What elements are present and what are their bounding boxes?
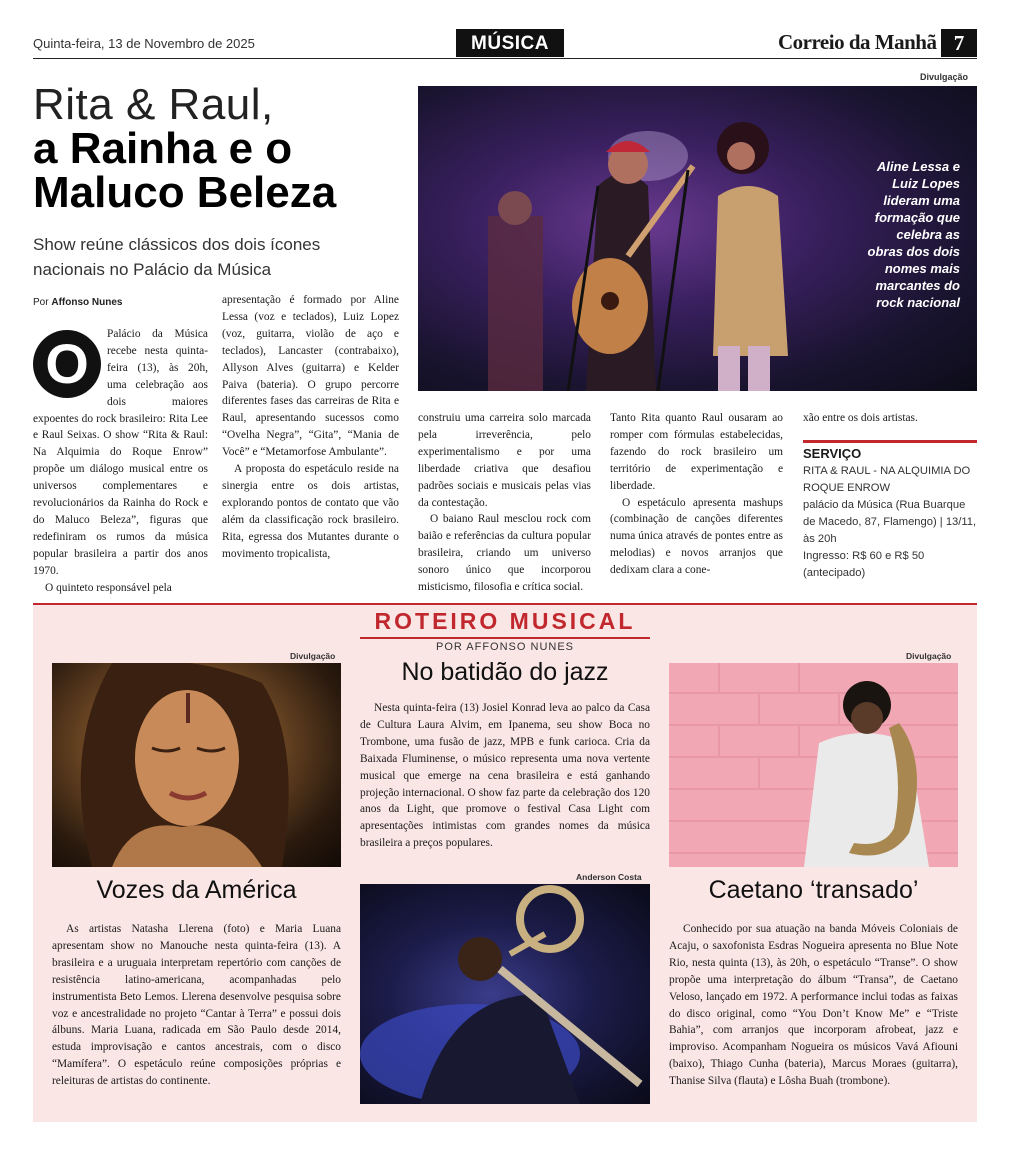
article-paragraph: apresentação é formado por Aline Lessa (voz e teclados), Luiz Lopez (voz, guitarra, violão de aço e teclados), Lancaster (contrabaixo), Allyson Alves (guitarra) e Kelder Paiva (bateria). O grupo percorre diferentes fases das carreiras de Rita e Raul, apresentando sucessos como “Ovelha Negra”, “Gita”, “Mania de Você” e “Metamorfose Ambulante”. bbox=[222, 294, 399, 459]
photo-credit: Divulgação bbox=[290, 651, 336, 661]
servico-details: palácio da Música (Rua Buarque de Macedo, 87, Flamengo) | 13/11, às 20h bbox=[803, 499, 977, 545]
servico-event: RITA & RAUL - NA ALQUIMIA DO ROQUE ENROW bbox=[803, 465, 971, 494]
photo-credit: Divulgação bbox=[906, 651, 952, 661]
photo-credit: Anderson Costa bbox=[576, 872, 642, 882]
article-column-1 bbox=[33, 326, 208, 597]
page-date: Quinta-feira, 13 de Novembro de 2025 bbox=[33, 36, 255, 51]
roteiro-left-title: Vozes da América bbox=[96, 876, 297, 904]
photo-caption: Aline Lessa e Luiz Lopes lideram uma formação que celebra as obras dos dois nomes mais marcantes do rock nacional bbox=[867, 159, 960, 310]
article-column-4 bbox=[610, 410, 783, 579]
page-number: 7 bbox=[941, 29, 977, 57]
article-paragraph: Nesta quinta-feira (13) Josiel Konrad leva ao palco da Casa de Cultura Laura Alvim, em Ipanema, seu show Boca no Trombone, uma fusão de jazz, MPB e funk carioca. Cria da Baixada Fluminense, o músico representa uma nova vertente musical que emerge na cena brasileira e está ganhando projeção internacional. O show faz parte da celebração dos 120 anos da Light, que promove o festival Casa Light com apresentações intimistas com grandes nomes da música brasileira a preços populares. bbox=[360, 702, 650, 850]
article-column-3 bbox=[418, 410, 591, 596]
article-column-5 bbox=[803, 410, 977, 427]
saxophonist-photo-art bbox=[669, 663, 958, 867]
roteiro-right-body bbox=[669, 921, 958, 1090]
servico-title: SERVIÇO bbox=[803, 446, 862, 461]
singer-portrait-art bbox=[52, 663, 341, 867]
servico-body bbox=[803, 463, 977, 582]
servico-price: Ingresso: R$ 60 e R$ 50 (antecipado) bbox=[803, 550, 925, 579]
trombonist-photo-art bbox=[360, 884, 650, 1104]
article-paragraph: Conhecido por sua atuação na banda Móveis Coloniais de Acaju, o saxofonista Esdras Nogueira apresenta no Blue Note Rio, nesta quinta (13), às 20h, o espetáculo “Transe”. O show propõe uma interpretação do álbum “Transa”, de Caetano Veloso, lançado em 1972. A performance inclui todas as faixas do disco original, como “You Don’t Know Me” e “Triste Bahia”, com arranjos que incorporam afrobeat, jazz e improviso. Acompanham Nogueira os músicos Vavá Afiouni (baixo), Thiago Cunha (bateria), Marcus Moraes (guitarra), Thanise Silva (flauta) e Lôsha Buah (trombone). bbox=[669, 923, 958, 1088]
roteiro-middle-title: No batidão do jazz bbox=[401, 658, 609, 686]
saxophonist-photo bbox=[669, 663, 958, 867]
roteiro-title: ROTEIRO MUSICAL bbox=[374, 608, 636, 634]
byline-prefix: Por bbox=[33, 297, 49, 308]
article-paragraph: O baiano Raul mesclou rock com baião e referências da cultura popular brasileira, criando um universo sonoro único que incorporou misticismo, filosofia e crítica social. bbox=[418, 513, 591, 594]
roteiro-left-body bbox=[52, 921, 341, 1090]
byline bbox=[33, 297, 122, 308]
article-paragraph: construiu uma carreira solo marcada pela irreverência, pelo experimentalismo e por uma liberdade criativa que desafiou padrões sociais e musicais pelas vias da contestação. bbox=[418, 412, 591, 509]
section-label: MÚSICA bbox=[456, 29, 564, 57]
article-paragraph: Tanto Rita quanto Raul ousaram ao romper com fórmulas estabelecidas, fazendo do rock brasileiro um território de experimentação e liberdade. bbox=[610, 412, 783, 492]
article-column-2 bbox=[222, 292, 399, 563]
roteiro-rule bbox=[360, 637, 650, 639]
servico-rule bbox=[803, 440, 977, 443]
trombonist-photo bbox=[360, 884, 650, 1104]
article-paragraph: Palácio da Música recebe nesta quinta-feira (13), às 20h, uma celebração aos dois maiores expoentes do rock brasileiro: Rita Lee e Raul Seixas. O show “Rita & Raul: Na Alquimia do Roque Enrow” propõe um diálogo musical entre os universos complementares e revolucionários da Rainha do Rock e do Maluco Beleza”, figuras que redefiniram os rumos da música popular brasileira a partir dos anos 1970. bbox=[33, 328, 208, 577]
roteiro-middle-body bbox=[360, 700, 650, 852]
singer-portrait-photo bbox=[52, 663, 341, 867]
newspaper-name: Correio da Manhã bbox=[778, 30, 937, 54]
roteiro-right-title: Caetano ‘transado’ bbox=[708, 876, 919, 904]
article-paragraph: O quinteto responsável pela bbox=[45, 581, 172, 594]
drop-cap: O bbox=[33, 330, 101, 398]
photo-credit: Divulgação bbox=[920, 72, 969, 82]
article-paragraph: A proposta do espetáculo reside na sinergia entre os dois artistas, explorando pontos de contato que vão além da classificação rock brasileiro. Rita, egressa dos Mutantes durante o movimento tropicalista, bbox=[222, 463, 399, 560]
headline-line-3: Maluco Beleza bbox=[33, 168, 337, 217]
article-paragraph: As artistas Natasha Llerena (foto) e Maria Luana apresentam show no Manouche nesta quinta-feira (13). A brasileira e a uruguaia interpretam repertório com canções de resistência latino-americana, acompanhadas pelo instrumentista Beto Lemos. Llerena desenvolve pesquisa sobre voz e ancestralidade no projeto “Cantar à Terra” e possui dois álbuns. Maria Luana, radicada em São Paulo desde 2014, estuda improvisação e cantos ancestrais, com o disco “Mamífera”. O espetáculo reúne composições próprias e releituras de artistas do continente. bbox=[52, 923, 341, 1088]
byline-author: Affonso Nunes bbox=[51, 297, 123, 308]
subheadline: Show reúne clássicos dos dois ícones nacionais no Palácio da Música bbox=[33, 235, 321, 279]
headline-line-2: a Rainha e o bbox=[33, 124, 293, 173]
headline-line-1: Rita & Raul, bbox=[33, 80, 274, 129]
header-rule bbox=[33, 58, 977, 59]
roteiro-author: POR AFFONSO NUNES bbox=[435, 641, 575, 653]
article-paragraph: O espetáculo apresenta mashups (combinação de canções diferentes numa única através de pontes entre as melodias) e novos arranjos que dedixam clara a cone- bbox=[610, 496, 783, 577]
article-paragraph: xão entre os dois artistas. bbox=[803, 412, 918, 424]
